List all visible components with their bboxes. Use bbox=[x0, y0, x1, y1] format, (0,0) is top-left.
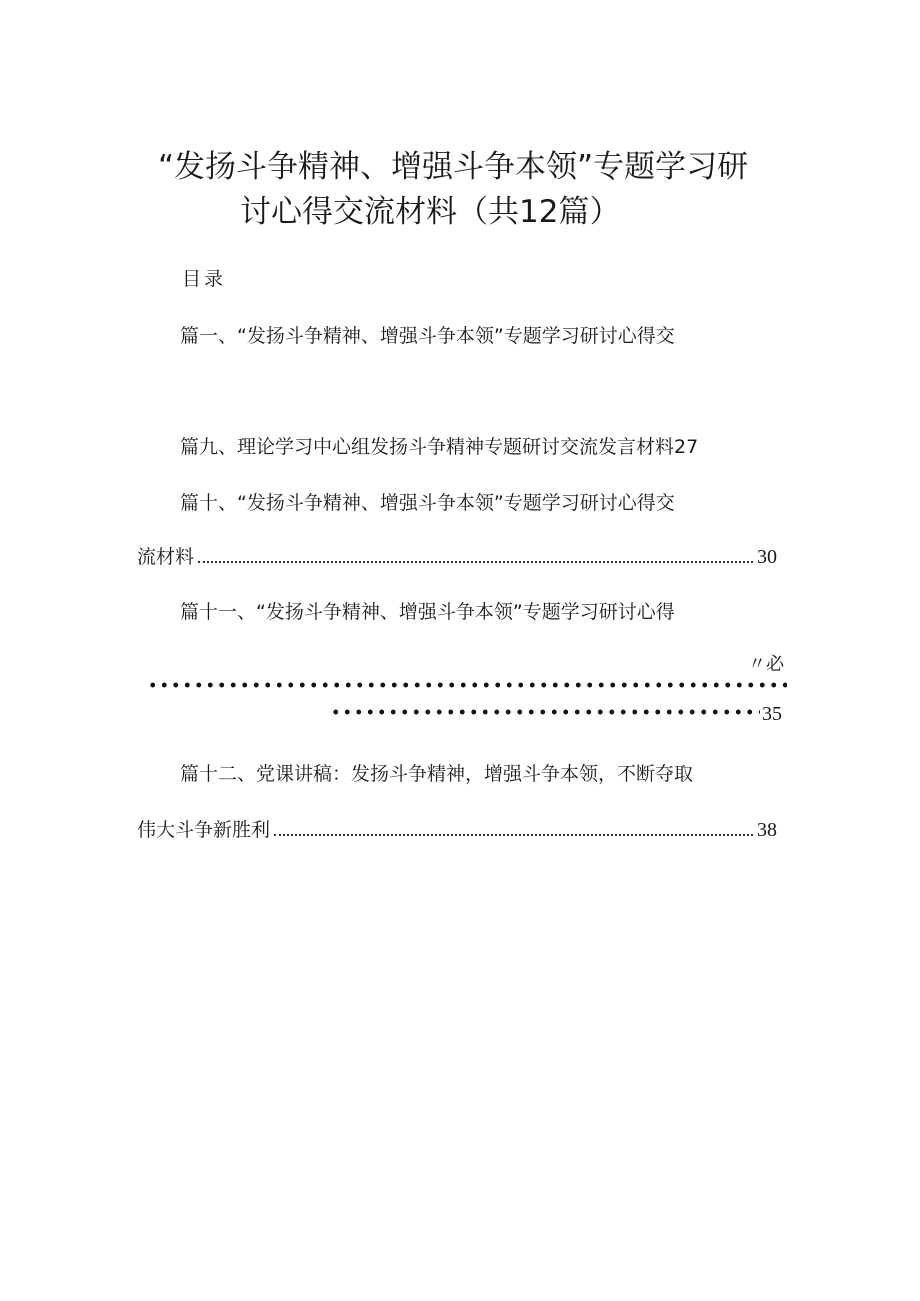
toc-entry-12-line-2[interactable] bbox=[137, 815, 777, 842]
toc-entry-11-line-1[interactable]: 篇十一、“发扬斗争精神、增强斗争本领”专题学习研讨心得 bbox=[180, 601, 675, 623]
toc-entry-12-line-1[interactable]: 篇十二、党课讲稿：发扬斗争精神，增强斗争本领，不断夺取 bbox=[180, 763, 694, 785]
toc-entry-10-label-end: 流材料 bbox=[137, 546, 195, 568]
toc-dot-leader-bold bbox=[147, 682, 787, 688]
toc-dot-leader bbox=[198, 561, 753, 563]
document-title-line-1: “发扬斗争精神、增强斗争本领”专题学习研 bbox=[158, 149, 749, 185]
toc-entry-1[interactable]: 篇一、“发扬斗争精神、增强斗争本领”专题学习研讨心得交 bbox=[180, 325, 675, 347]
document-title-line-2: 讨心得交流材料（共12篇） bbox=[240, 194, 621, 230]
toc-entry-11-line-2: 〃必 bbox=[748, 654, 784, 675]
toc-entry-11-page: 35 bbox=[762, 703, 782, 725]
toc-entry-10-line-2[interactable] bbox=[137, 542, 777, 569]
toc-dot-leader-bold bbox=[330, 709, 760, 715]
toc-entry-12-page: 38 bbox=[757, 819, 777, 841]
toc-entry-12-label-end: 伟大斗争新胜利 bbox=[137, 819, 271, 841]
toc-entry-10-line-1[interactable]: 篇十、“发扬斗争精神、增强斗争本领”专题学习研讨心得交 bbox=[180, 492, 675, 514]
toc-heading: 目录 bbox=[182, 268, 227, 290]
toc-entry-10-page: 30 bbox=[757, 546, 777, 568]
toc-dot-leader bbox=[274, 834, 753, 836]
toc-entry-9[interactable]: 篇九、理论学习中心组发扬斗争精神专题研讨交流发言材料27 bbox=[180, 436, 699, 458]
